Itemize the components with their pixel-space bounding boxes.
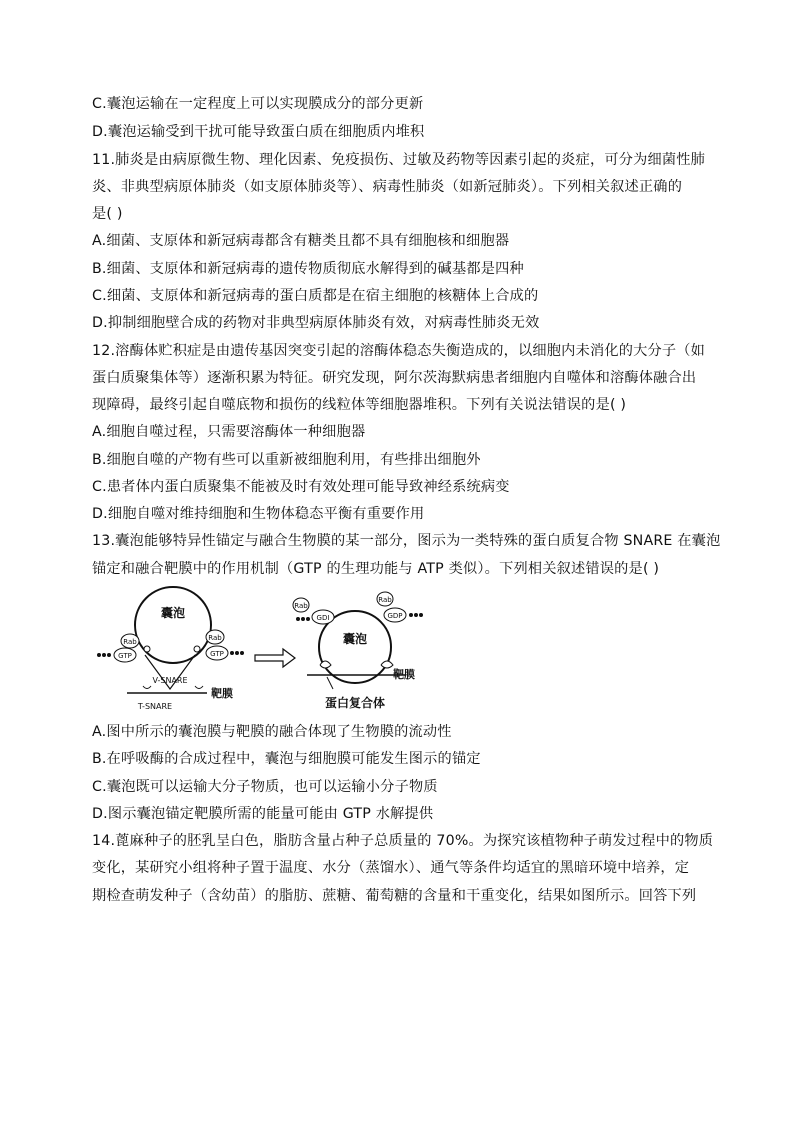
right-dots — [230, 651, 244, 655]
q11-option-c: C.细菌、支原体和新冠病毒的蛋白质都是在宿主细胞的核糖体上合成的 — [92, 288, 539, 304]
v-snare-label: V-SNARE — [152, 676, 188, 685]
right-target-membrane-label: 靶膜 — [393, 668, 415, 681]
q14-stem-line3: 期检查萌发种子（含幼苗）的脂肪、蔗糖、葡萄糖的含量和干重变化，结果如图所示。回答下列 — [92, 888, 697, 904]
left-rab-label: Rab — [123, 638, 137, 646]
q13-option-d: D.图示囊泡锚定靶膜所需的能量可能由 GTP 水解提供 — [92, 806, 434, 822]
q13-option-c: C.囊泡既可以运输大分子物质，也可以运输小分子物质 — [92, 779, 438, 795]
right-rab-label: Rab — [208, 634, 222, 642]
left-dots — [97, 653, 111, 657]
t-snare-right-mark — [195, 686, 203, 689]
q12-option-a: A.细胞自噬过程，只需要溶酶体一种细胞器 — [92, 424, 366, 440]
t-snare-left-mark — [143, 686, 151, 689]
q12-option-b: B.细胞自噬的产物有些可以重新被细胞利用，有些排出细胞外 — [92, 452, 481, 468]
gdi-label: GDI — [316, 614, 330, 622]
process-arrow — [255, 649, 295, 667]
q11-stem-line3: 是( ) — [92, 206, 123, 222]
q13-option-a: A.图中所示的囊泡膜与靶膜的融合体现了生物膜的流动性 — [92, 724, 452, 740]
q10-option-c: C.囊泡运输在一定程度上可以实现膜成分的部分更新 — [92, 96, 424, 112]
q11-option-b: B.细菌、支原体和新冠病毒的遗传物质彻底水解得到的碱基都是四种 — [92, 261, 524, 277]
q13-stem-line1: 13.囊泡能够特异性锚定与融合生物膜的某一部分，图示为一类特殊的蛋白质复合物 SNARE 在囊泡 — [92, 533, 721, 549]
q12-stem-line2: 蛋白质聚集体等）逐渐积累为特征。研究发现，阿尔茨海默病患者细胞内自噬体和溶酶体融合出 — [92, 370, 697, 386]
left-gtp-label: GTP — [118, 652, 132, 660]
complex-pointer — [327, 677, 333, 689]
left-target-membrane-label: 靶膜 — [211, 687, 233, 700]
protein-complex-label: 蛋白复合体 — [324, 696, 386, 710]
q11-option-d: D.抑制细胞壁合成的药物对非典型病原体肺炎有效，对病毒性肺炎无效 — [92, 315, 540, 331]
snare-diagram — [95, 585, 435, 715]
t-snare-label: T-SNARE — [137, 702, 173, 711]
v-snare-knob-left — [144, 646, 150, 652]
q10-option-d: D.囊泡运输受到干扰可能导致蛋白质在细胞质内堆积 — [92, 124, 425, 140]
gdi-rab-label: Rab — [294, 602, 308, 610]
q11-option-a: A.细菌、支原体和新冠病毒都含有糖类且都不具有细胞核和细胞器 — [92, 233, 510, 249]
q12-option-d: D.细胞自噬对维持细胞和生物体稳态平衡有重要作用 — [92, 506, 425, 522]
v-snare-knob-right — [194, 646, 200, 652]
complex-right — [381, 661, 393, 668]
q13-option-b: B.在呼吸酶的合成过程中，囊泡与细胞膜可能发生图示的锚定 — [92, 751, 481, 767]
gdp-label: GDP — [387, 612, 403, 620]
q12-stem-line3: 现障碍，最终引起自噬底物和损伤的线粒体等细胞器堆积。下列有关说法错误的是( ) — [92, 397, 627, 413]
q14-stem-line1: 14.蓖麻种子的胚乳呈白色，脂肪含量占种子总质量的 70%。为探究该植物种子萌发过程中的物质 — [92, 833, 714, 849]
gdi-dots — [296, 617, 310, 621]
right-vesicle-label: 囊泡 — [342, 632, 368, 646]
gdp-rab-label: Rab — [378, 596, 392, 604]
q11-stem-line1: 11.肺炎是由病原微生物、理化因素、免疫损伤、过敏及药物等因素引起的炎症，可分为细菌性肺 — [92, 152, 706, 168]
q13-stem-line2: 锚定和融合靶膜中的作用机制（GTP 的生理功能与 ATP 类似）。下列相关叙述错误的是( ) — [92, 561, 660, 577]
gdp-dots — [409, 613, 423, 617]
left-vesicle-label: 囊泡 — [160, 606, 186, 620]
q11-stem-line2: 炎、非典型病原体肺炎（如支原体肺炎等）、病毒性肺炎（如新冠肺炎）。下列相关叙述正确的 — [92, 179, 683, 195]
q14-stem-line2: 变化，某研究小组将种子置于温度、水分（蒸馏水）、通气等条件均适宜的黑暗环境中培养，定 — [92, 860, 690, 876]
right-gtp-label: GTP — [210, 650, 224, 658]
snare-mechanism-figure — [95, 585, 435, 715]
q12-stem-line1: 12.溶酶体贮积症是由遗传基因突变引起的溶酶体稳态失衡造成的，以细胞内未消化的大分子（如 — [92, 343, 706, 359]
q12-option-c: C.患者体内蛋白质聚集不能被及时有效处理可能导致神经系统病变 — [92, 479, 510, 495]
